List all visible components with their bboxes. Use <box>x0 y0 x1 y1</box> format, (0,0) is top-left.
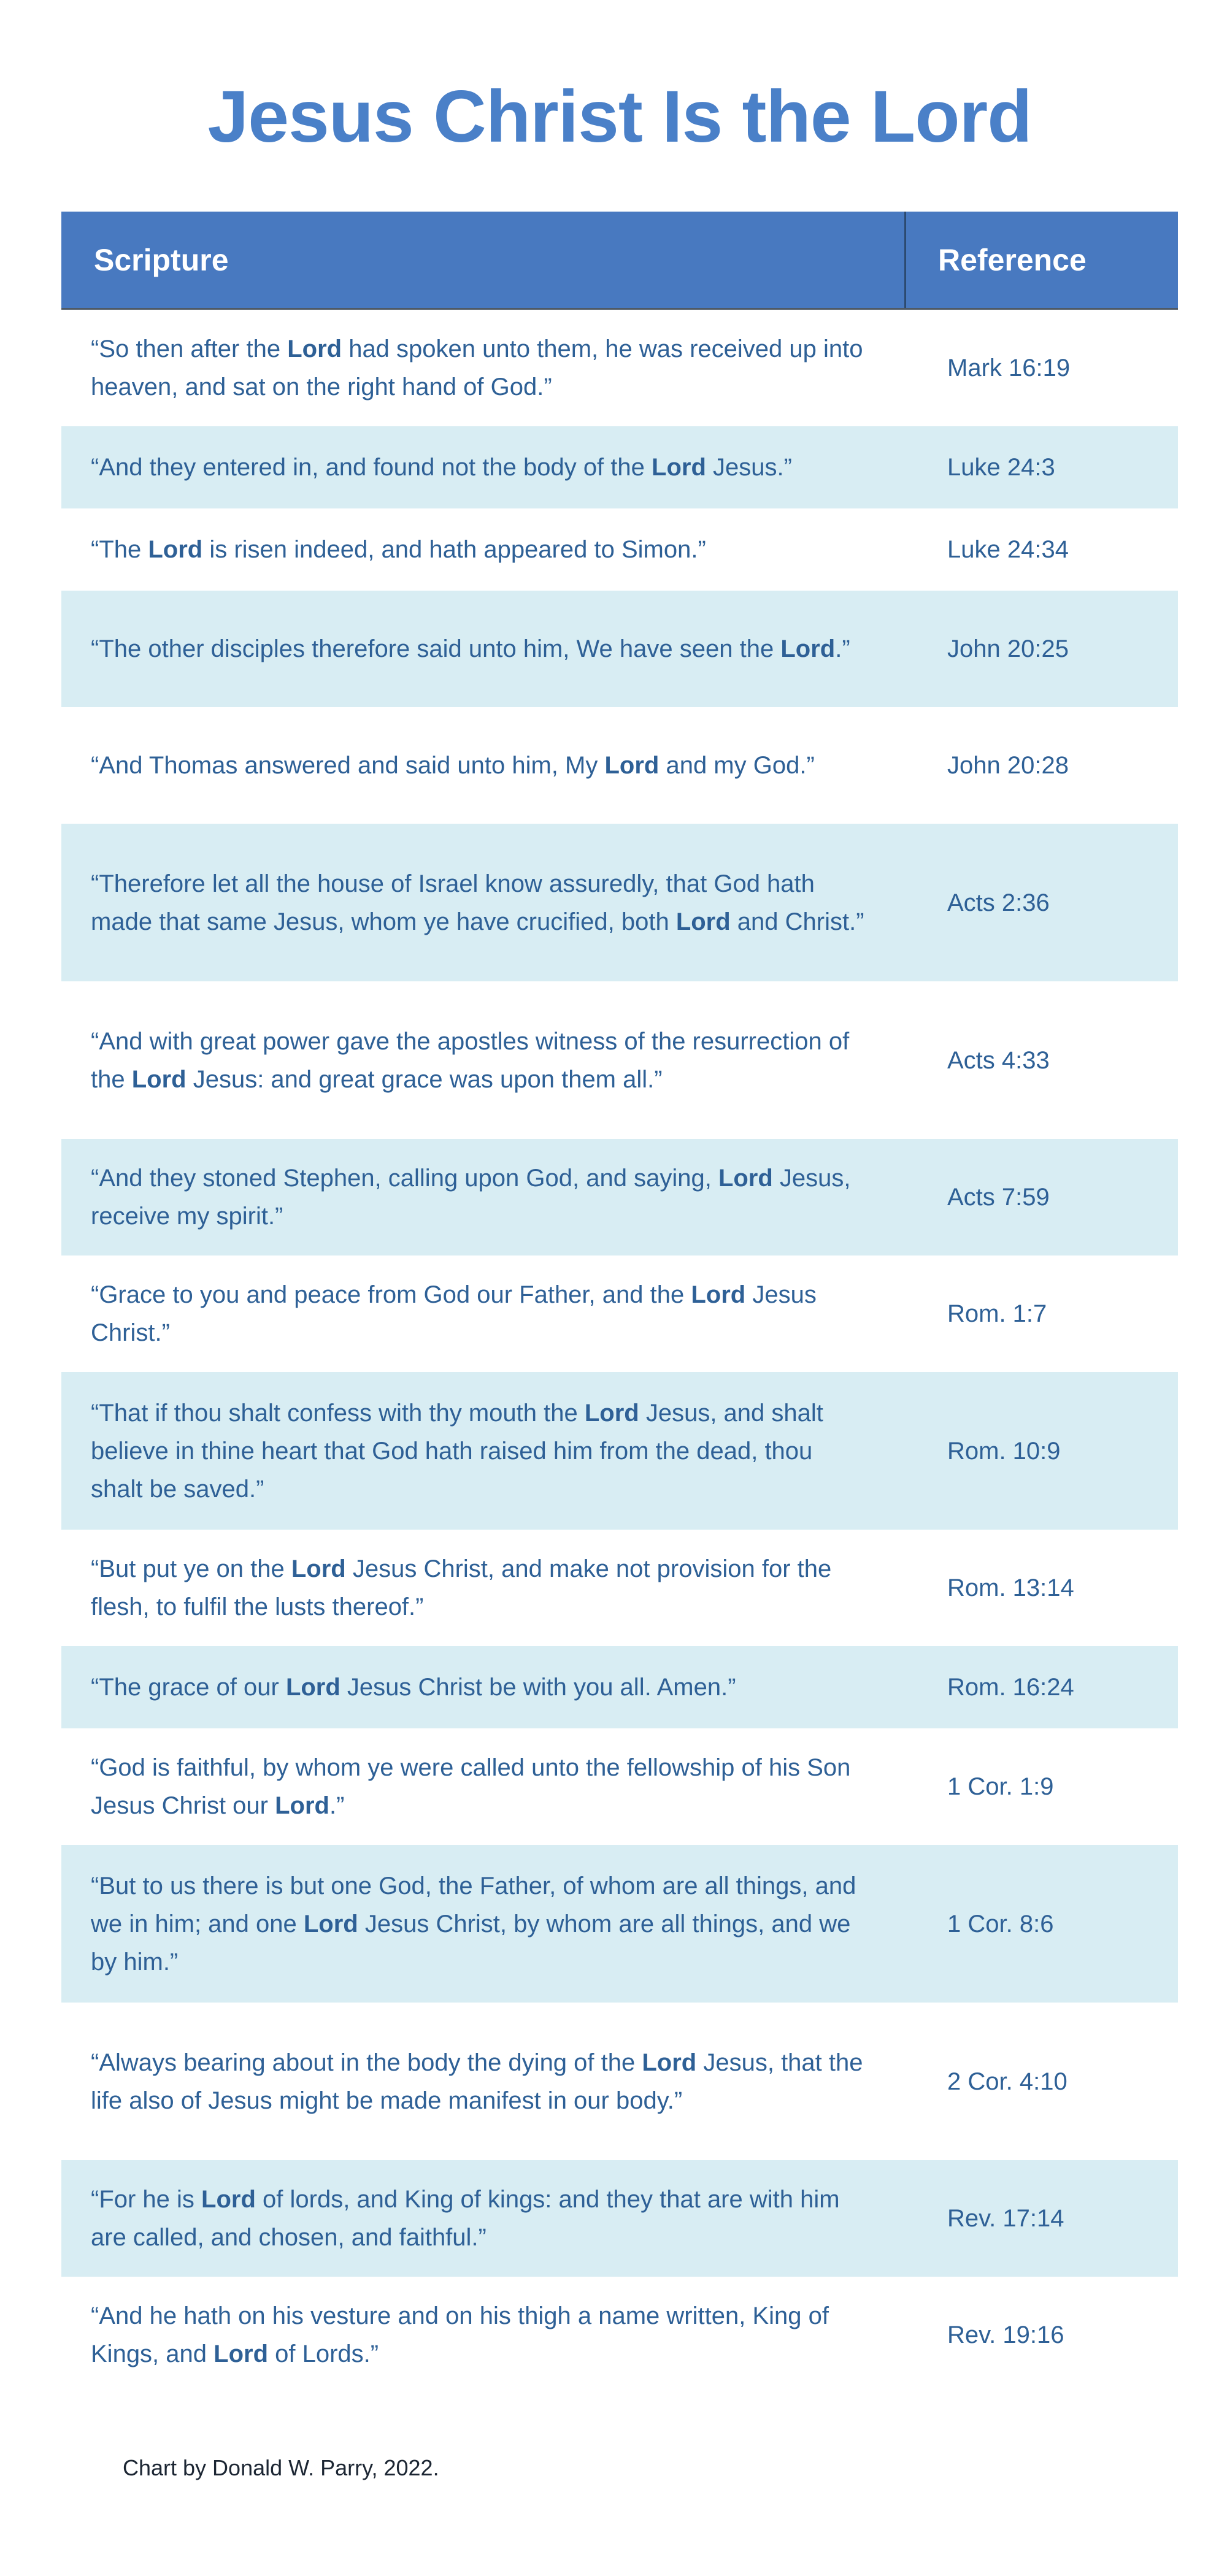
table-body <box>61 310 1178 2393</box>
column-header-reference: Reference <box>904 212 1178 308</box>
reference-cell <box>904 2277 1178 2393</box>
table-row <box>61 310 1178 426</box>
table-row <box>61 1255 1178 1372</box>
table-row <box>61 1845 1178 2003</box>
table-row <box>61 824 1178 981</box>
table-row <box>61 981 1178 1139</box>
table-row <box>61 426 1178 508</box>
scripture-text: “The Lord is risen indeed, and hath appeared to Simon.” <box>91 536 706 563</box>
scripture-text: “The grace of our Lord Jesus Christ be with you all. Amen.” <box>91 1674 736 1701</box>
reference-cell <box>904 1255 1178 1372</box>
scripture-text: “And they entered in, and found not the body of the Lord Jesus.” <box>91 454 792 481</box>
page-title: Jesus Christ Is the Lord <box>207 75 1032 158</box>
scripture-cell <box>61 824 904 981</box>
reference-text: John 20:28 <box>947 752 1069 779</box>
scripture-text: “Grace to you and peace from God our Father, and the Lord Jesus Christ.” <box>91 1281 817 1346</box>
scripture-cell <box>61 1845 904 2003</box>
reference-cell <box>904 1845 1178 2003</box>
scripture-cell <box>61 707 904 824</box>
reference-cell <box>904 2003 1178 2160</box>
reference-cell <box>904 1139 1178 1255</box>
reference-text: 1 Cor. 1:9 <box>947 1773 1054 1800</box>
scripture-table <box>61 212 1178 2393</box>
scripture-cell <box>61 508 904 591</box>
reference-cell <box>904 707 1178 824</box>
scripture-cell <box>61 591 904 707</box>
reference-text: 2 Cor. 4:10 <box>947 2068 1067 2095</box>
table-row <box>61 1530 1178 1646</box>
scripture-cell <box>61 1372 904 1530</box>
scripture-cell <box>61 2003 904 2160</box>
reference-cell <box>904 426 1178 508</box>
table-row <box>61 1139 1178 1255</box>
scripture-cell <box>61 2160 904 2277</box>
reference-cell <box>904 310 1178 426</box>
reference-text: Rom. 16:24 <box>947 1674 1074 1701</box>
reference-cell <box>904 2160 1178 2277</box>
reference-text: Rom. 13:14 <box>947 1574 1074 1601</box>
scripture-cell <box>61 1255 904 1372</box>
reference-cell <box>904 508 1178 591</box>
scripture-text: “The other disciples therefore said unto him, We have seen the Lord.” <box>91 635 850 662</box>
table-row <box>61 591 1178 707</box>
table-row <box>61 707 1178 824</box>
reference-cell <box>904 981 1178 1139</box>
table-row <box>61 1372 1178 1530</box>
scripture-text: “And they stoned Stephen, calling upon God, and saying, Lord Jesus, receive my spirit.” <box>91 1165 851 1230</box>
reference-cell <box>904 1530 1178 1646</box>
scripture-text: “And he hath on his vesture and on his thigh a name written, King of Kings, and Lord of Lords.” <box>91 2302 829 2367</box>
reference-text: Luke 24:34 <box>947 536 1069 563</box>
reference-text: Acts 2:36 <box>947 889 1050 916</box>
reference-text: 1 Cor. 8:6 <box>947 1910 1054 1938</box>
scripture-text: “For he is Lord of lords, and King of kings: and they that are with him are called, and chosen, and faithful.” <box>91 2186 840 2251</box>
scripture-text: “So then after the Lord had spoken unto them, he was received up into heaven, and sat on the right hand of God.” <box>91 335 863 401</box>
table-row <box>61 1646 1178 1728</box>
scripture-text: “And Thomas answered and said unto him, My Lord and my God.” <box>91 752 815 779</box>
reference-text: Luke 24:3 <box>947 454 1055 481</box>
scripture-text: “But put ye on the Lord Jesus Christ, and make not provision for the flesh, to fulfil the lusts thereof.” <box>91 1555 832 1620</box>
scripture-cell <box>61 426 904 508</box>
scripture-text: “Always bearing about in the body the dying of the Lord Jesus, that the life also of Jesus might be made manifest in our body.” <box>91 2049 863 2114</box>
column-header-scripture: Scripture <box>94 242 229 277</box>
table-header-row <box>61 212 1178 310</box>
reference-text: Rev. 17:14 <box>947 2205 1064 2232</box>
reference-text: Acts 7:59 <box>947 1184 1050 1211</box>
reference-cell <box>904 1728 1178 1845</box>
scripture-text: “But to us there is but one God, the Father, of whom are all things, and we in him; and one Lord Jesus Christ, by whom are all things, and we by him.” <box>91 1872 856 1976</box>
reference-text: Rom. 10:9 <box>947 1437 1061 1465</box>
table-row <box>61 2003 1178 2160</box>
scripture-cell <box>61 981 904 1139</box>
scripture-cell <box>61 1530 904 1646</box>
reference-text: Rev. 19:16 <box>947 2321 1064 2348</box>
scripture-cell <box>61 2277 904 2393</box>
table-row <box>61 2277 1178 2393</box>
footer-credit: Chart by Donald W. Parry, 2022. <box>123 2455 439 2480</box>
reference-cell <box>904 1372 1178 1530</box>
table-row <box>61 1728 1178 1845</box>
reference-text: John 20:25 <box>947 635 1069 662</box>
scripture-text: “God is faithful, by whom ye were called unto the fellowship of his Son Jesus Christ our Lord.” <box>91 1754 851 1819</box>
scripture-cell <box>61 1139 904 1255</box>
reference-text: Rom. 1:7 <box>947 1300 1047 1327</box>
table-row <box>61 508 1178 591</box>
reference-cell <box>904 824 1178 981</box>
reference-text: Mark 16:19 <box>947 355 1071 381</box>
scripture-text: “Therefore let all the house of Israel know assuredly, that God hath made that same Jesus, whom ye have crucified, both Lord and Christ.” <box>91 870 864 935</box>
reference-cell <box>904 591 1178 707</box>
scripture-cell <box>61 310 904 426</box>
content-area <box>61 0 1178 2482</box>
table-row <box>61 2160 1178 2277</box>
reference-text: Acts 4:33 <box>947 1046 1050 1074</box>
scripture-text: “And with great power gave the apostles witness of the resurrection of the Lord Jesus: and great grace was upon them all.” <box>91 1027 850 1093</box>
scripture-cell <box>61 1728 904 1845</box>
scripture-text: “That if thou shalt confess with thy mouth the Lord Jesus, and shalt believe in thine heart that God hath raised him from the dead, thou shalt be saved.” <box>91 1399 823 1503</box>
scripture-cell <box>61 1646 904 1728</box>
reference-cell <box>904 1646 1178 1728</box>
